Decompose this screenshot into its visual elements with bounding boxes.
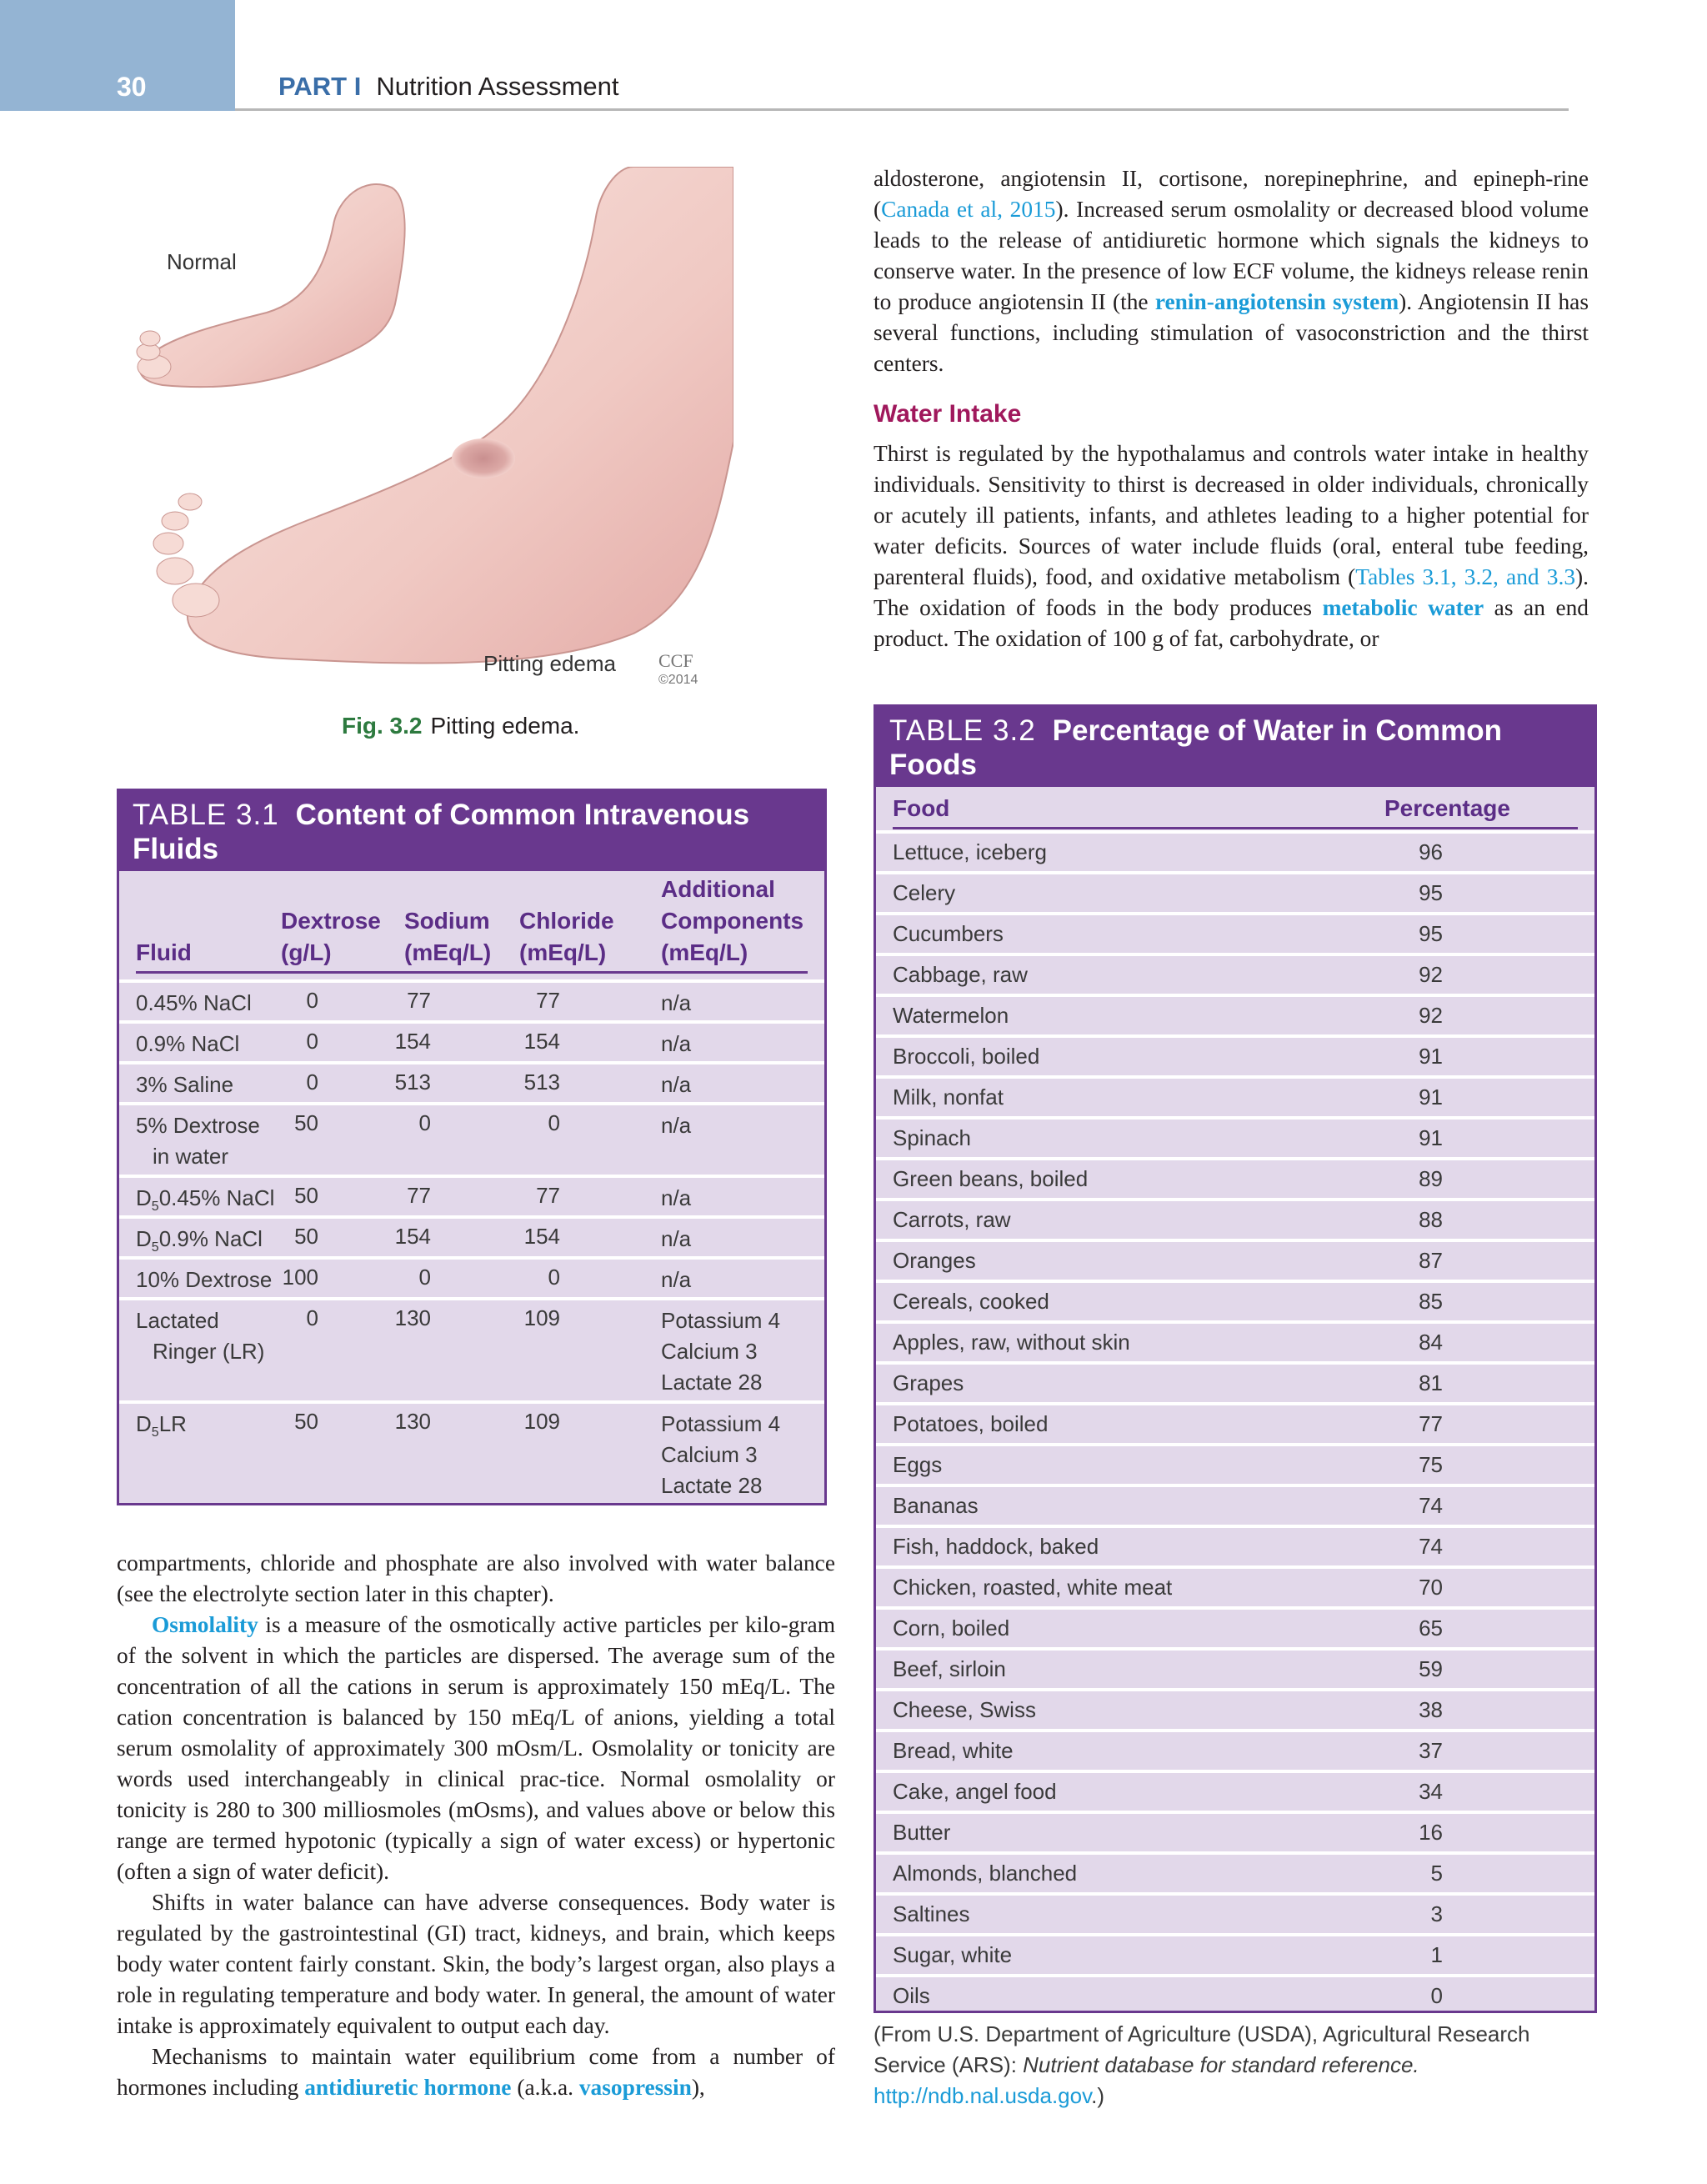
table-row [876, 1116, 1594, 1157]
table-row [876, 1320, 1594, 1361]
cell-percentage: 91 [1419, 1084, 1443, 1110]
cell-chloride: 109 [523, 1305, 560, 1330]
cell-food: Oils [893, 1983, 930, 2008]
table-row [876, 1402, 1594, 1443]
header-rule [235, 108, 1569, 111]
cell-food: Bread, white [893, 1738, 1014, 1763]
cell-percentage: 89 [1419, 1166, 1443, 1191]
cell-fluid: 10% Dextrose [136, 1267, 273, 1292]
cell-chloride: 0 [548, 1110, 560, 1135]
cell-food: Spinach [893, 1125, 971, 1150]
table-reference-link[interactable]: Tables 3.1, 3.2, and 3.3 [1355, 564, 1576, 589]
part-title: Nutrition Assessment [376, 72, 619, 101]
col-header-food: Food [893, 795, 950, 821]
paragraph-hormones [874, 163, 1589, 379]
cell-additional [661, 1069, 691, 1100]
cell-additional-line: n/a [661, 1031, 692, 1056]
paragraph: Shifts in water balance can have adverse consequences. Body water is regulated by the gastrointestinal (GI) tract, kidneys, and brain, which keeps body water content fairly constant. Skin, the body’s largest organ, also plays a role in regulating temperature and body water. In general, the amount of water intake is approximately equivalent to output each day. [117, 1890, 835, 2038]
table-row [876, 1974, 1594, 2015]
text-run: ), [691, 2075, 705, 2100]
cell-dextrose: 0 [306, 988, 318, 1013]
cell-additional-line: n/a [661, 1113, 692, 1138]
cell-chloride: 77 [536, 1183, 560, 1208]
col-header-dextrose: Dextrose [281, 908, 381, 934]
cell-fluid: 5% Dextrose in water [136, 1110, 260, 1172]
cell-percentage: 1 [1430, 1942, 1443, 1967]
table-row [119, 1256, 824, 1300]
table-row [876, 1729, 1594, 1770]
table-row [119, 1020, 824, 1064]
cell-food: Almonds, blanched [893, 1861, 1078, 1886]
table-row [119, 1297, 824, 1404]
cell-percentage: 74 [1419, 1493, 1443, 1518]
text-run: ). Angiotensin II has several functions, including stimulation of vasoconstriction and the thirst centers. [874, 289, 1589, 376]
table-3-2 [874, 704, 1597, 2013]
table-row [876, 1933, 1594, 1974]
cell-additional [661, 1183, 691, 1214]
cell-dextrose: 50 [294, 1110, 318, 1135]
col-header-chloride: Chloride [519, 908, 614, 934]
cell-dextrose: 0 [306, 1305, 318, 1330]
header-rule [136, 971, 808, 974]
cell-dextrose: 50 [294, 1409, 318, 1434]
col-header-percentage: Percentage [1384, 795, 1510, 821]
table-3-1 [117, 789, 827, 1505]
col-header-sodium-unit: (mEq/L) [404, 939, 492, 965]
left-column-text [117, 1548, 835, 2103]
table-row [876, 1198, 1594, 1239]
cell-percentage: 91 [1419, 1044, 1443, 1069]
table-row [876, 1525, 1594, 1565]
table-row [119, 1175, 824, 1219]
table-row [876, 1157, 1594, 1198]
cell-percentage: 87 [1419, 1248, 1443, 1273]
cell-fluid-line2: Ringer (LR) [153, 1339, 265, 1364]
cell-fluid: $D_5LR$ [136, 1411, 187, 1440]
table-row [119, 1215, 824, 1260]
cell-percentage: 77 [1419, 1411, 1443, 1436]
col-header-chloride-unit: (mEq/L) [519, 939, 607, 965]
running-header [278, 72, 618, 102]
caption-text: Pitting edema. [430, 713, 580, 739]
cell-percentage: 84 [1419, 1330, 1443, 1355]
cell-food: Bananas [893, 1493, 979, 1518]
cell-percentage: 92 [1419, 962, 1443, 987]
table-row [876, 1280, 1594, 1320]
foot-illustration [117, 167, 733, 700]
text-run: ). The oxidation of foods in the body produces [874, 564, 1589, 620]
paragraph: compartments, chloride and phosphate are also involved with water balance (see the electrolyte section later in this chapter). [117, 1550, 835, 1606]
credit-year: ©2014 [658, 673, 698, 687]
table-body [876, 787, 1594, 2016]
table-row [876, 1484, 1594, 1525]
table-row [876, 1565, 1594, 1606]
cell-additional-line: n/a [661, 1185, 692, 1210]
cell-food: Sugar, white [893, 1942, 1013, 1967]
text-run: Thirst is regulated by the hypothalamus and controls water intake in healthy individuals. Sensitivity to thirst is decreased in older individuals, chronically or acutely ill patients, infants, and athletes leading to a higher potential for water deficits. Sources of water include fluids (oral, enteral tube feeding, parenteral fluids), food, and oxidative metabolism ( [874, 441, 1589, 589]
table-row [876, 1361, 1594, 1402]
cell-food: Saltines [893, 1901, 970, 1926]
col-header-additional: Additional [661, 876, 775, 902]
cell-percentage: 75 [1419, 1452, 1443, 1477]
citation-link[interactable]: Canada et al, 2015 [881, 197, 1056, 222]
text-run: (From U.S. Department of Agriculture (USDA), Agricultural Research Service (ARS): [874, 2021, 1530, 2077]
cell-percentage: 85 [1419, 1289, 1443, 1314]
cell-food: Lettuce, iceberg [893, 839, 1048, 864]
col-header-additional-unit: (mEq/L) [661, 939, 748, 965]
cell-additional-line: n/a [661, 1267, 692, 1292]
cell-dextrose: 0 [306, 1069, 318, 1095]
cell-additional-line: Calcium 3 [661, 1442, 758, 1467]
table-row [876, 1647, 1594, 1688]
cell-food: Corn, boiled [893, 1615, 1010, 1641]
table-row [876, 1892, 1594, 1933]
cell-additional-line: Potassium 4 [661, 1411, 781, 1436]
cell-fluid: 0.9% NaCl [136, 1031, 240, 1056]
glossary-term-vasopressin[interactable]: vasopressin [578, 2075, 692, 2100]
cell-chloride: 154 [523, 1029, 560, 1054]
table-row [876, 912, 1594, 953]
cell-chloride: 154 [523, 1224, 560, 1249]
table-row [876, 1606, 1594, 1647]
table-title [876, 707, 1594, 787]
table-body [119, 871, 824, 1513]
table-row [876, 994, 1594, 1034]
source-title: Nutrient database for standard reference. [1023, 2052, 1419, 2077]
cell-food: Apples, raw, without skin [893, 1330, 1130, 1355]
cell-additional-line: n/a [661, 990, 692, 1015]
cell-percentage: 91 [1419, 1125, 1443, 1150]
cell-dextrose: 100 [282, 1265, 318, 1290]
table-title [119, 791, 824, 871]
table-title-text: Percentage of Water in Common Foods [889, 714, 1503, 781]
table-row [876, 1075, 1594, 1116]
cell-food: Beef, sirloin [893, 1656, 1006, 1681]
table-source-note [874, 2019, 1607, 2111]
section-heading-water-intake: Water Intake [874, 400, 1022, 428]
cell-chloride: 77 [536, 988, 560, 1013]
cell-percentage: 95 [1419, 921, 1443, 946]
cell-food: Carrots, raw [893, 1207, 1011, 1232]
cell-percentage: 59 [1419, 1656, 1443, 1681]
table-row [876, 1239, 1594, 1280]
cell-additional-line: Calcium 3 [661, 1339, 758, 1364]
cell-additional [661, 1110, 691, 1141]
table-row [119, 979, 824, 1024]
table-row [876, 953, 1594, 994]
text-run: aldosterone, angiotensin II, cortisone, norepinephrine, and epineph-rine ( [874, 166, 1589, 222]
cell-fluid-line2: in water [153, 1144, 229, 1169]
col-header-components: Components [661, 908, 804, 934]
cell-food: Butter [893, 1820, 951, 1845]
cell-chloride: 109 [523, 1409, 560, 1434]
text-run: .) [1091, 2083, 1105, 2108]
table-row [119, 1400, 824, 1507]
subscript: 5 [151, 1425, 159, 1440]
text-run: Mechanisms to maintain water equilibrium come from a number of hormones including [117, 2044, 835, 2100]
col-header-sodium: Sodium [404, 908, 490, 934]
caption-label: Fig. 3.2 [342, 713, 423, 739]
table-row [876, 1688, 1594, 1729]
cell-food: Cucumbers [893, 921, 1004, 946]
table-number: TABLE 3.1 [133, 799, 279, 831]
paragraph-water-intake [874, 438, 1589, 654]
cell-percentage: 96 [1419, 839, 1443, 864]
cell-percentage: 0 [1430, 1983, 1443, 2008]
cell-food: Cake, angel food [893, 1779, 1057, 1804]
pitting-edema-figure [117, 167, 733, 700]
label-pitting-edema: Pitting edema [483, 651, 616, 676]
text-run: is a measure of the osmotically active particles per kilo-gram of the solvent in which the particles are dispersed. The average sum of the concentration of all the cations in serum is approximately 150 mEq/L. The cation concentration is balanced by 150 mEq/L of anions, yielding a total serum osmolality of approximately 300 mOsm/L. Osmolality or tonicity are words used interchangeably in clinical prac-tice. Normal osmolality or tonicity is 280 to 300 milliosmoles (mOsms), and values above or below this range are termed hypotonic (typically a sign of water excess) or hypertonic (often a sign of water deficit). [117, 1612, 835, 1884]
cell-sodium: 130 [394, 1305, 431, 1330]
cell-sodium: 154 [394, 1029, 431, 1054]
glossary-term-metabolic-water[interactable]: metabolic water [1322, 595, 1484, 620]
cell-additional-line: Lactate 28 [661, 1370, 763, 1395]
cell-additional [661, 1265, 691, 1295]
cell-chloride: 0 [548, 1265, 560, 1290]
table-row [876, 871, 1594, 912]
table-row [876, 1851, 1594, 1892]
col-header-fluid: Fluid [136, 939, 192, 965]
subscript: 5 [151, 1200, 159, 1215]
cell-fluid: $D_50.45\%$ NaCl [136, 1185, 275, 1215]
table-number: TABLE 3.2 [889, 714, 1036, 747]
text-run: as an end product. The oxidation of 100 g of fat, carbohydrate, or [874, 595, 1589, 651]
subscript: 5 [151, 1240, 159, 1255]
cell-food: Broccoli, boiled [893, 1044, 1040, 1069]
cell-percentage: 5 [1430, 1861, 1443, 1886]
cell-percentage: 92 [1419, 1003, 1443, 1028]
cell-food: Potatoes, boiled [893, 1411, 1049, 1436]
col-header-dextrose-unit: (g/L) [281, 939, 332, 965]
table-row [876, 830, 1594, 871]
cell-percentage: 88 [1419, 1207, 1443, 1232]
cell-sodium: 154 [394, 1224, 431, 1249]
text-run: ). Increased serum osmolality or decreased blood volume leads to the release of antidiuretic hormone which signals the kidneys to conserve water. In the presence of low ECF volume, the kidneys release renin to produce angiotensin II (the [874, 197, 1589, 314]
cell-additional [661, 1224, 691, 1255]
cell-percentage: 70 [1419, 1575, 1443, 1600]
cell-percentage: 81 [1419, 1370, 1443, 1395]
cell-percentage: 38 [1419, 1697, 1443, 1722]
cell-fluid: $D_50.9\%$ NaCl [136, 1226, 263, 1255]
cell-sodium: 0 [418, 1110, 431, 1135]
cell-percentage: 37 [1419, 1738, 1443, 1763]
paragraph-hormones-intro [117, 2041, 835, 2103]
table-row [876, 1034, 1594, 1075]
cell-fluid: 0.45% NaCl [136, 990, 252, 1015]
glossary-term-antidiuretic-hormone[interactable]: antidiuretic hormone [304, 2075, 512, 2100]
cell-food: Milk, nonfat [893, 1084, 1004, 1110]
cell-sodium: 513 [394, 1069, 431, 1095]
table-row [876, 1811, 1594, 1851]
cell-percentage: 34 [1419, 1779, 1443, 1804]
cell-sodium: 0 [418, 1265, 431, 1290]
cell-additional-line: Potassium 4 [661, 1308, 781, 1333]
paragraph-osmolality [117, 1610, 835, 1887]
cell-food: Oranges [893, 1248, 976, 1273]
cell-additional [661, 1029, 691, 1059]
cell-dextrose: 0 [306, 1029, 318, 1054]
header-rule [893, 827, 1578, 829]
cell-dextrose: 50 [294, 1183, 318, 1208]
table-title-text: Content of Common Intravenous Fluids [133, 799, 750, 865]
table-row [876, 1770, 1594, 1811]
cell-food: Green beans, boiled [893, 1166, 1089, 1191]
cell-percentage: 74 [1419, 1534, 1443, 1559]
glossary-term-renin-angiotensin[interactable]: renin-angiotensin system [1154, 289, 1399, 314]
page-number: 30 [117, 72, 147, 102]
cell-chloride: 513 [523, 1069, 560, 1095]
cell-fluid: 3% Saline [136, 1072, 234, 1097]
source-url-link[interactable]: http://ndb.nal.usda.gov [874, 2083, 1092, 2108]
glossary-term-osmolality[interactable]: Osmolality [152, 1612, 258, 1637]
table-row [119, 1061, 824, 1105]
cell-additional [661, 988, 691, 1019]
cell-food: Cheese, Swiss [893, 1697, 1036, 1722]
table-row [119, 1102, 824, 1178]
cell-sodium: 77 [407, 988, 431, 1013]
cell-food: Grapes [893, 1370, 964, 1395]
cell-additional [661, 1409, 780, 1501]
cell-food: Chicken, roasted, white meat [893, 1575, 1173, 1600]
cell-fluid: Lactated Ringer (LR) [136, 1305, 264, 1367]
cell-percentage: 3 [1430, 1901, 1443, 1926]
cell-dextrose: 50 [294, 1224, 318, 1249]
cell-percentage: 95 [1419, 880, 1443, 905]
cell-food: Cabbage, raw [893, 962, 1028, 987]
cell-additional-line: n/a [661, 1226, 692, 1251]
figure-caption [342, 713, 579, 739]
cell-additional-line: Lactate 28 [661, 1473, 763, 1498]
credit-ccf: CCF [658, 650, 693, 671]
cell-additional [661, 1305, 780, 1398]
cell-additional-line: n/a [661, 1072, 692, 1097]
part-label: PART I [278, 72, 362, 101]
cell-food: Cereals, cooked [893, 1289, 1049, 1314]
cell-food: Celery [893, 880, 956, 905]
cell-food: Eggs [893, 1452, 943, 1477]
cell-food: Fish, haddock, baked [893, 1534, 1099, 1559]
table-row [876, 1443, 1594, 1484]
cell-sodium: 77 [407, 1183, 431, 1208]
label-normal: Normal [167, 249, 237, 274]
cell-percentage: 16 [1419, 1820, 1443, 1845]
cell-percentage: 65 [1419, 1615, 1443, 1641]
cell-food: Watermelon [893, 1003, 1009, 1028]
cell-sodium: 130 [394, 1409, 431, 1434]
text-run: (a.k.a. [511, 2075, 579, 2100]
